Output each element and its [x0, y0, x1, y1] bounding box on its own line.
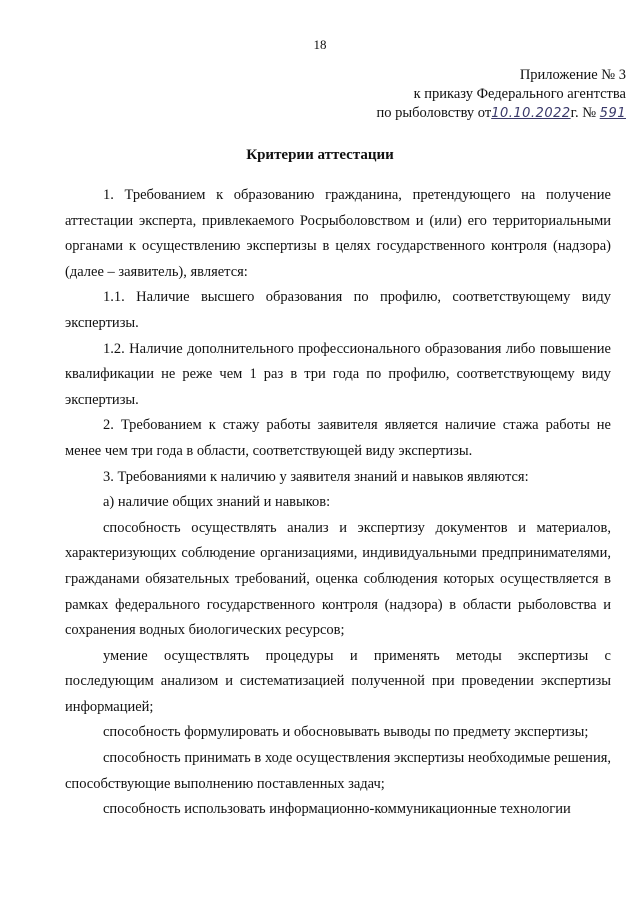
- paragraph: 1. Требованием к образованию гражданина, претендующего на получение аттестации эксперта, привлекаемого Росрыболовством и (или) его территориальными органами к осуществлению экспертизы в целях государственного контроля (надзора) (далее – заявитель), является:: [65, 187, 611, 280]
- appendix-line-3: [376, 104, 626, 123]
- paragraph: 2. Требованием к стажу работы заявителя является наличие стажа работы не менее чем три года в области, соответствующей виду экспертизы.: [65, 417, 611, 459]
- paragraph: способность использовать информационно-коммуникационные технологии: [103, 801, 571, 818]
- document-body: [65, 183, 611, 823]
- paragraph: а) наличие общих знаний и навыков:: [103, 494, 331, 511]
- paragraph: способность формулировать и обосновывать выводы по предмету экспертизы;: [103, 724, 589, 741]
- paragraph: 1.1. Наличие высшего образования по профилю, соответствующему виду экспертизы.: [65, 289, 611, 331]
- paragraph: умение осуществлять процедуры и применять методы экспертизы с последующим анализом и систематизацией полученной при проведении экспертизы информацией;: [65, 647, 611, 715]
- appendix-line-2: к приказу Федерального агентства: [413, 86, 626, 102]
- handwritten-number: 591: [599, 106, 626, 121]
- page-number: 18: [313, 37, 327, 52]
- appendix-line-3-mid: г. №: [570, 105, 597, 121]
- paragraph: 1.2. Наличие дополнительного профессионального образования либо повышение квалификации не реже чем 1 раз в три года по профилю, соответствующему виду экспертизы.: [65, 340, 611, 408]
- paragraph: 3. Требованиями к наличию у заявителя знаний и навыков являются:: [103, 468, 529, 485]
- paragraph: способность принимать в ходе осуществления экспертизы необходимые решения, способствующие выполнению поставленных задач;: [65, 750, 611, 792]
- appendix-line-1: Приложение № 3: [519, 67, 626, 83]
- handwritten-date: 10.10.2022: [491, 106, 571, 121]
- document-title: Критерии аттестации: [246, 147, 394, 163]
- paragraph: способность осуществлять анализ и экспертизу документов и материалов, характеризующих соблюдение организациями, индивидуальными предпринимателями, гражданами обязательных требований, оценка соблюдения которых осуществляется в рамках федерального государственного контроля (надзора) в области рыболовства и сохранения водных биологических ресурсов;: [65, 519, 611, 639]
- appendix-line-3-prefix: по рыболовству от: [376, 105, 492, 121]
- appendix-header: [376, 66, 626, 123]
